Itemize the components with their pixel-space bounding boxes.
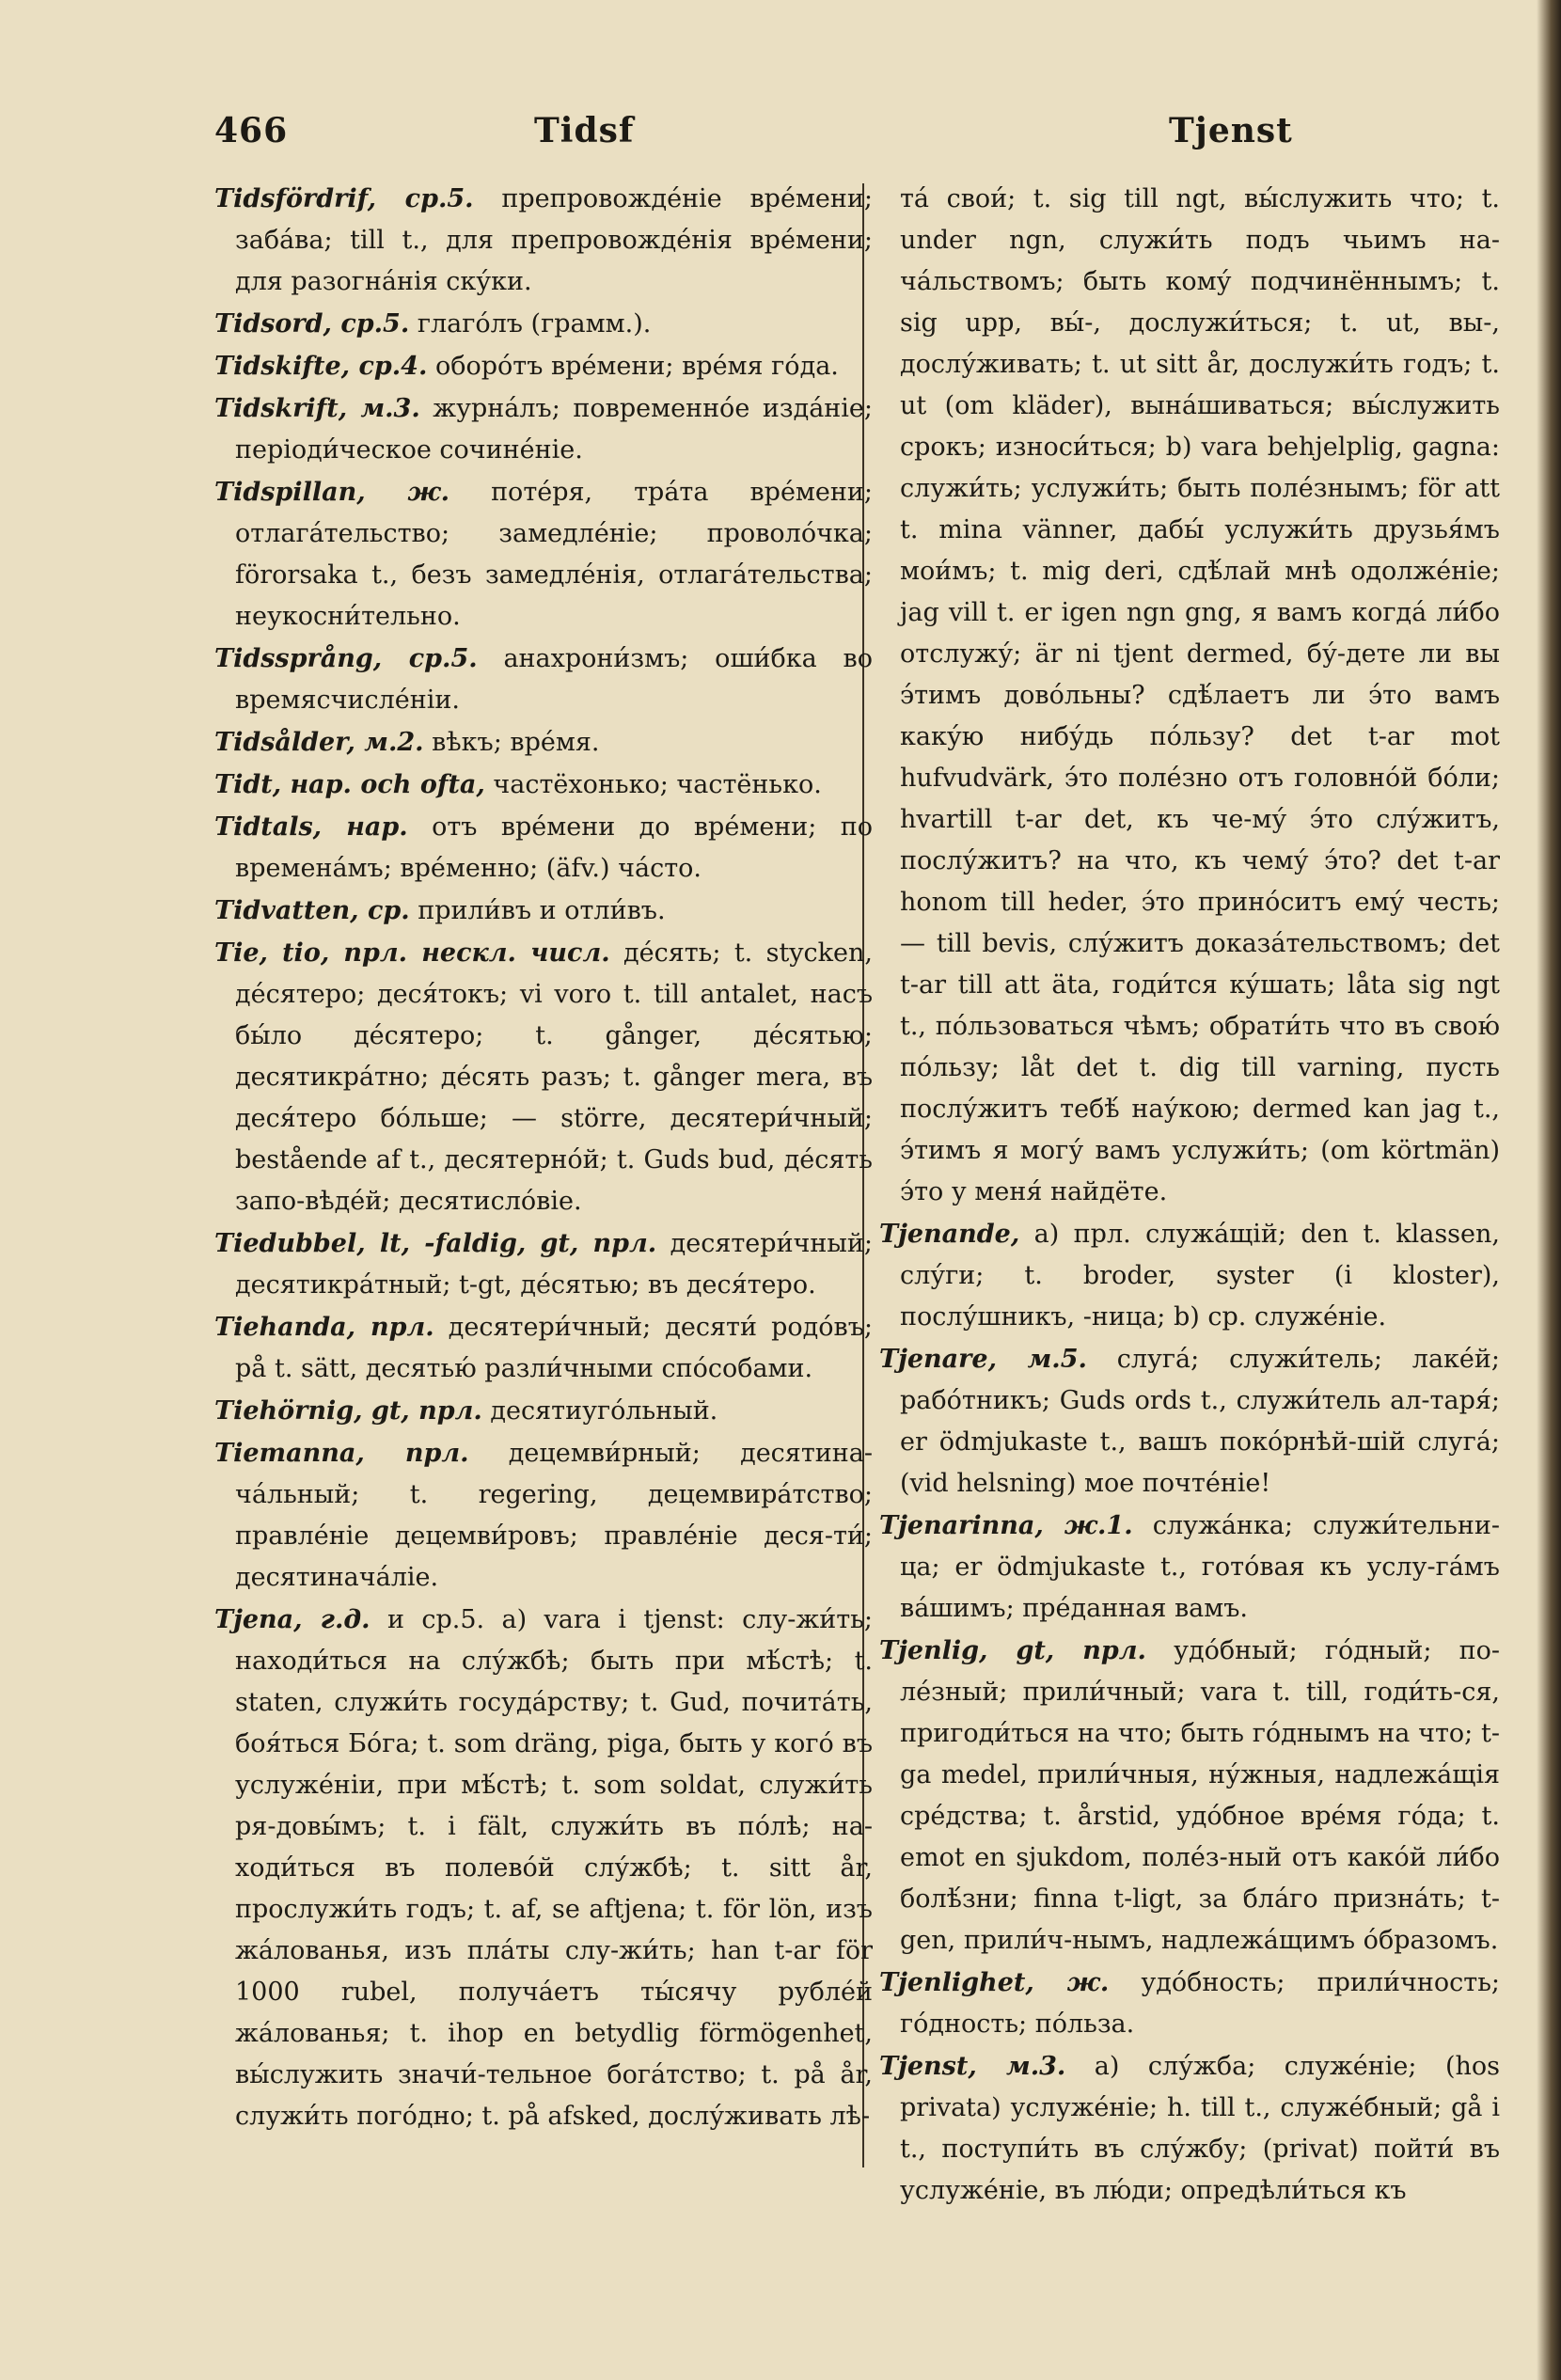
dictionary-entry [214,807,873,890]
dictionary-entry [879,2046,1500,2212]
entry-headword: Tjenlig, gt, прл. [879,1636,1146,1665]
entry-headword: Tidsålder, м.2. [214,728,424,757]
entry-definition: оборо́тъ вре́мени; вре́мя го́да. [434,352,839,381]
entry-headword: Tidskrift, м.3. [214,394,420,423]
right-guide-word: Tjenst [1169,111,1293,150]
entry-definition: частёхонько; частёнько. [493,770,822,799]
dictionary-entry [214,1600,873,2137]
left-column [214,179,873,2332]
entry-headword: Tidsfördrif, ср.5. [214,184,474,213]
entry-headword: Tjenlighet, ж. [879,1968,1110,1997]
entry-headword: Tjenst, м.3. [879,2052,1066,2081]
entry-definition: а) слу́жба; служе́ніе; (hos privata) услуже́ніе; h. till t., служе́бный; gå i t., поступи́ть въ слу́жбу; (privat) пойти́ въ услуже́ніе, въ лю́ди; опредѣли́ться къ [900,2052,1500,2205]
dictionary-entry [879,1631,1500,1962]
entry-headword: Tidtals, нар. [214,812,408,842]
dictionary-entry [214,891,873,932]
entry-headword: Tjenare, м.5. [879,1345,1087,1374]
dictionary-entry [214,1223,873,1306]
dictionary-entry [879,1339,1500,1505]
dictionary-entry [214,722,873,764]
entry-headword: Tiedubbel, lt, -faldig, gt, прл. [214,1229,657,1258]
entry-headword: Tidt, нар. och ofta, [214,770,485,799]
entry-headword: Tidskifte, ср.4. [214,352,428,381]
entry-definition: служа́нка; служи́тельни-ца; er ödmjukaste t., гото́вая къ услу-га́мъ ва́шимъ; пре́данная вамъ. [900,1511,1500,1623]
entry-headword: Tidssprång, ср.5. [214,644,478,673]
entry-definition: глаго́лъ (грамм.). [417,309,652,339]
dictionary-entry [214,304,873,345]
dictionary-entry [214,638,873,721]
dictionary-entry [214,933,873,1222]
entry-definition: децемви́рный; десятина-ча́льный; t. regering, децемвира́тство; правле́ніе децемви́ровъ; правле́ніе деся-ти́; десятинача́ліе. [235,1439,873,1592]
entry-definition: де́сять; t. stycken, де́сятеро; деся́токъ; vi voro t. till antalet, насъ бы́ло де́сятеро; t. gånger, де́сятью; десятикра́тно; де́сять разъ; t. gånger mera, въ деся́теро бо́льше; — större, десятери́чный; bestående af t., десятерно́й; t. Guds bud, де́сять запо-вѣде́й; десятисло́віе. [235,938,873,1216]
page-fold-shadow [1537,0,1561,2380]
entry-headword: Tie, tio, прл. нескл. числ. [214,938,610,968]
page-number: 466 [214,111,289,150]
entry-definition: десятери́чный; десятикра́тный; t-gt, де́сятью; въ деся́теро. [235,1229,873,1300]
dictionary-entry [879,179,1500,1213]
dictionary-entry [214,1307,873,1390]
entry-definition: поте́ря, тра́та вре́мени; отлага́тельство; замедле́ніе; проволо́чка; förorsaka t., безъ замедле́нія, отлага́тельства; неукосни́тельно. [235,478,873,631]
entry-definition: журна́лъ; повременно́е изда́ніе; періоди́ческое сочине́ніе. [235,394,873,465]
entry-definition: та́ свои́; t. sig till ngt, вы́служить что; t. under ngn, служи́ть подъ чьимъ на-ча́льствомъ; быть кому́ подчинённымъ; t. sig upp, вы́-, дослужи́ться; t. ut, вы-, дослу́живать; t. ut sitt år, дослужи́ть годъ; t. ut (om kläder), вына́шиваться; вы́служить срокъ; износи́ться; b) vara behjelplig, gagna: служи́ть; услужи́ть; быть поле́знымъ; för att t. mina vänner, дабы́ услужи́ть друзья́мъ мои́мъ; t. mig deri, сдѣ́лай мнѣ одолже́ніе; jag vill t. er igen ngn gng, я вамъ когда́ ли́бо отслужу́; är ni tjent dermed, бу́-дете ли вы э́тимъ дово́льны? сдѣ́лаетъ ли э́то вамъ каку́ю нибу́дь по́льзу? det t-ar mot hufvudvärk, э́то поле́зно отъ головно́й бо́ли; hvartill t-ar det, къ че-му́ э́то слу́житъ, послу́житъ? на что, къ чему́ э́то? det t-ar honom till heder, э́то прино́ситъ ему́ честь; — till bevis, слу́житъ доказа́тельствомъ; det t-ar till att äta, годи́тся ку́шать; låta sig ngt t., по́льзоваться чѣмъ; обрати́ть что въ свою́ по́льзу; låt det t. dig till varning, пусть послу́житъ тебѣ́ нау́кою; dermed kan jag t., э́тимъ я могу́ вамъ услужи́ть; (om körtmän) э́то у меня́ найдёте. [900,184,1500,1206]
entry-definition: удо́бность; прили́чность; го́дность; по́льза. [900,1968,1500,2039]
dictionary-entry [214,179,873,303]
entry-definition: десятери́чный; десяти́ родо́въ; på t. sätt, десятью́ разли́чными спо́собами. [235,1313,873,1383]
entry-headword: Tidsord, ср.5. [214,309,410,339]
entry-definition: анахрони́змъ; оши́бка во времясчисле́ніи. [235,644,873,715]
entry-definition: удо́бный; го́дный; по-ле́зный; прили́чный; vara t. till, годи́ть-ся, пригоди́ться на что; быть го́днымъ на что; t-ga medel, прили́чныя, ну́жныя, надлежа́щія сре́дства; t. årstid, удо́бное вре́мя го́да; t. emot en sjukdom, поле́з-ный отъ како́й ли́бо болѣ́зни; finna t-ligt, за бла́го призна́ть; t-gen, прили́ч-нымъ, надлежа́щимъ о́бразомъ. [900,1636,1500,1955]
dictionary-entry [214,472,873,638]
dictionary-entry [214,388,873,471]
entry-headword: Tidvatten, ср. [214,896,410,925]
entry-definition: слуга́; служи́тель; лаке́й; рабо́тникъ; Guds ords t., служи́тель ал-таря́; er ödmjukaste t., вашъ поко́рнѣй-шій слуга́; (vid helsning) мое почте́ніе! [900,1345,1500,1498]
dictionary-entry [879,1505,1500,1630]
entry-definition: отъ вре́мени до вре́мени; по времена́мъ; вре́менно; (äfv.) ча́сто. [235,812,873,883]
dictionary-entry [879,1214,1500,1338]
entry-headword: Tjena, г.д. [214,1605,371,1634]
dictionary-entry [214,346,873,387]
entry-definition: и ср.5. а) vara i tjenst: слу-жи́ть; находи́ться на слу́жбѣ; быть при мѣ́стѣ; t. staten, служи́ть госуда́рству; t. Gud, почита́ть, боя́ться Бо́га; t. som dräng, piga, быть у кого́ въ услуже́ніи, при мѣ́стѣ; t. som soldat, служи́ть ря-довы́мъ; t. i fält, служи́ть въ по́лѣ; на-ходи́ться въ полево́й слу́жбѣ; t. sitt år, прослужи́ть годъ; t. af, se aftjena; t. för lön, изъ жа́лованья, изъ пла́ты слу-жи́ть; han t-ar för 1000 rubel, получа́етъ ты́сячу рубле́й жа́лованья; t. ihop en betydlig förmögenhet, вы́служить значи́-тельное бога́тство; t. på år, служи́ть пого́дно; t. på afsked, дослу́живать лѣ- [235,1605,873,2131]
entry-definition: десятиуго́льный. [490,1396,718,1426]
dictionary-entry [214,1433,873,1599]
right-column [879,179,1500,2332]
entry-definition: препровожде́ніе вре́мени; заба́ва; till t., для препровожде́нія вре́мени; для разогна́нія ску́ки. [235,184,873,296]
entry-definition: а) прл. служа́щій; den t. klassen, слу́ги; t. broder, syster (i kloster), послу́шникъ, -ница; b) ср. служе́ніе. [900,1220,1500,1332]
entry-headword: Tiemanna, прл. [214,1439,469,1468]
dictionary-entry [214,764,873,806]
entry-headword: Tiehanda, прл. [214,1313,434,1342]
entry-definition: вѣкъ; вре́мя. [432,728,600,757]
entry-definition: прили́въ и отли́въ. [418,896,666,925]
entry-headword: Tidspillan, ж. [214,478,450,507]
entry-headword: Tiehörnig, gt, прл. [214,1396,482,1426]
left-guide-word: Tidsf [534,111,635,150]
entry-headword: Tjenande, [879,1220,1020,1249]
page-header [214,111,1503,158]
dictionary-entry [879,1962,1500,2045]
dictionary-entry [214,1391,873,1432]
entry-headword: Tjenarinna, ж.1. [879,1511,1133,1540]
